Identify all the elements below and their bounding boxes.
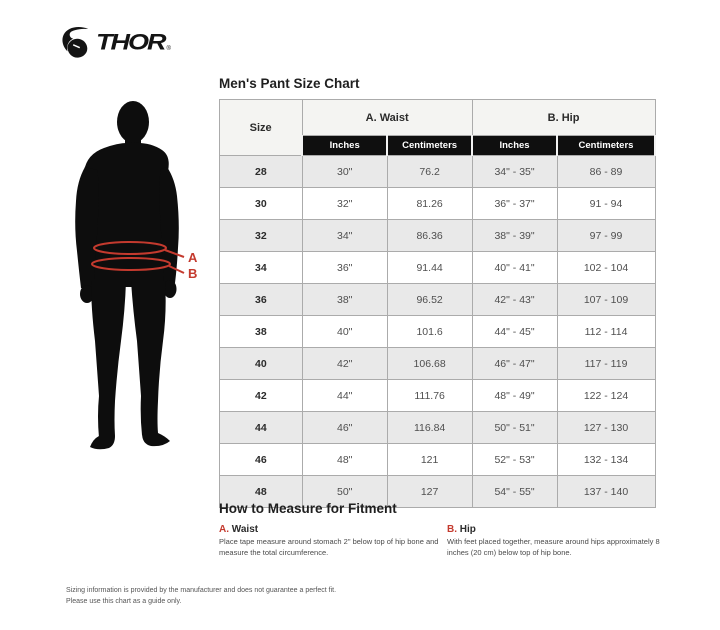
cell-size: 36	[220, 284, 303, 316]
cell-size: 42	[220, 380, 303, 412]
table-row	[220, 220, 656, 252]
cell-hip_cm: 86 - 89	[557, 156, 655, 188]
cell-waist_cm: 91.44	[387, 252, 472, 284]
cell-hip_in: 46" - 47"	[472, 348, 557, 380]
measure-hip-text: With feet placed together, measure around hips approximately 8 inches (20 cm) below top of hip bone.	[447, 537, 660, 557]
measure-hip-key: B.	[447, 524, 457, 535]
cell-waist_cm: 111.76	[387, 380, 472, 412]
table-row	[220, 316, 656, 348]
column-header-size: Size	[220, 100, 303, 156]
measure-waist-block	[219, 524, 443, 559]
cell-waist_in: 40"	[302, 316, 387, 348]
cell-hip_cm: 132 - 134	[557, 444, 655, 476]
column-group-hip: B. Hip	[472, 100, 655, 136]
cell-hip_in: 48" - 49"	[472, 380, 557, 412]
measure-waist-key: A.	[219, 524, 229, 535]
size-chart-table	[219, 99, 656, 508]
cell-waist_cm: 121	[387, 444, 472, 476]
measure-waist-text: Place tape measure around stomach 2" below top of hip bone and measure the total circumference.	[219, 537, 439, 557]
label-a: A	[188, 250, 198, 265]
logo-wordmark: THOR	[96, 29, 165, 54]
cell-hip_in: 38" - 39"	[472, 220, 557, 252]
thor-logo	[60, 26, 171, 58]
cell-hip_cm: 127 - 130	[557, 412, 655, 444]
cell-waist_in: 36"	[302, 252, 387, 284]
cell-waist_cm: 81.26	[387, 188, 472, 220]
subheader-waist-inches: Inches	[302, 136, 387, 156]
table-row	[220, 444, 656, 476]
silhouette-graphic	[70, 95, 215, 460]
cell-hip_in: 34" - 35"	[472, 156, 557, 188]
goat-head-icon	[60, 26, 92, 58]
cell-size: 48	[220, 476, 303, 508]
cell-waist_in: 34"	[302, 220, 387, 252]
cell-waist_cm: 96.52	[387, 284, 472, 316]
table-row	[220, 412, 656, 444]
cell-hip_in: 42" - 43"	[472, 284, 557, 316]
cell-size: 32	[220, 220, 303, 252]
table-row	[220, 284, 656, 316]
subheader-hip-centimeters: Centimeters	[557, 136, 655, 156]
cell-hip_cm: 107 - 109	[557, 284, 655, 316]
table-row	[220, 380, 656, 412]
cell-hip_cm: 117 - 119	[557, 348, 655, 380]
measure-hip-heading	[447, 524, 661, 535]
size-chart-title: Men's Pant Size Chart	[219, 76, 360, 91]
cell-waist_in: 38"	[302, 284, 387, 316]
table-row	[220, 156, 656, 188]
cell-size: 44	[220, 412, 303, 444]
cell-hip_cm: 122 - 124	[557, 380, 655, 412]
cell-hip_cm: 91 - 94	[557, 188, 655, 220]
table-row	[220, 348, 656, 380]
header-row-groups	[220, 100, 656, 136]
cell-waist_in: 32"	[302, 188, 387, 220]
measure-waist-name: Waist	[231, 524, 259, 535]
cell-size: 28	[220, 156, 303, 188]
cell-waist_in: 42"	[302, 348, 387, 380]
cell-size: 40	[220, 348, 303, 380]
cell-size: 34	[220, 252, 303, 284]
cell-waist_in: 46"	[302, 412, 387, 444]
cell-hip_in: 44" - 45"	[472, 316, 557, 348]
cell-size: 46	[220, 444, 303, 476]
cell-hip_cm: 97 - 99	[557, 220, 655, 252]
cell-size: 30	[220, 188, 303, 220]
measure-hip-name: Hip	[459, 524, 476, 535]
disclaimer-text	[66, 586, 336, 607]
cell-hip_cm: 112 - 114	[557, 316, 655, 348]
disclaimer-line-2: Please use this chart as a guide only.	[66, 597, 182, 605]
cell-size: 38	[220, 316, 303, 348]
measure-section-title: How to Measure for Fitment	[219, 501, 397, 516]
table-row	[220, 252, 656, 284]
male-silhouette-figure	[70, 95, 215, 460]
cell-waist_cm: 86.36	[387, 220, 472, 252]
measure-waist-heading	[219, 524, 443, 535]
cell-waist_in: 30"	[302, 156, 387, 188]
label-b: B	[188, 266, 198, 281]
cell-waist_in: 50"	[302, 476, 387, 508]
cell-hip_in: 36" - 37"	[472, 188, 557, 220]
cell-hip_in: 52" - 53"	[472, 444, 557, 476]
cell-waist_cm: 106.68	[387, 348, 472, 380]
cell-waist_in: 48"	[302, 444, 387, 476]
disclaimer-line-1: Sizing information is provided by the manufacturer and does not guarantee a perfect fit.	[66, 587, 337, 594]
measure-hip-block	[447, 524, 661, 559]
cell-hip_cm: 102 - 104	[557, 252, 655, 284]
table-row	[220, 188, 656, 220]
cell-hip_in: 54" - 55"	[472, 476, 557, 508]
cell-hip_in: 40" - 41"	[472, 252, 557, 284]
cell-waist_in: 44"	[302, 380, 387, 412]
cell-waist_cm: 101.6	[387, 316, 472, 348]
size-table-body	[220, 156, 656, 508]
trademark-symbol: ®	[166, 46, 171, 52]
cell-hip_cm: 137 - 140	[557, 476, 655, 508]
column-group-waist: A. Waist	[302, 100, 472, 136]
cell-waist_cm: 76.2	[387, 156, 472, 188]
subheader-hip-inches: Inches	[472, 136, 557, 156]
cell-hip_in: 50" - 51"	[472, 412, 557, 444]
cell-waist_cm: 116.84	[387, 412, 472, 444]
subheader-waist-centimeters: Centimeters	[387, 136, 472, 156]
cell-waist_cm: 127	[387, 476, 472, 508]
